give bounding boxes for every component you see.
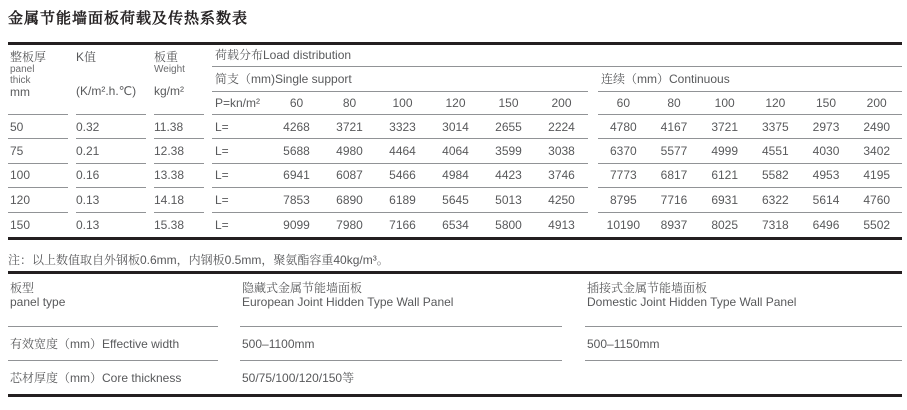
header-panel-thick-en2: thick [10,75,31,86]
footnote: 注：以上数值取自外钢板0.6mm，内钢板0.5mm，聚氨酯容重40kg/m³。 [8,253,389,267]
span-header-row [212,92,902,115]
column-gap [588,139,598,163]
column-gap [204,115,212,139]
cell-panel-thick: 75 [8,139,68,163]
panel-type-row-c1-line: 板型 [10,281,35,295]
header-panel-thick-en1: panel [10,64,35,75]
l-label: L= [215,192,229,207]
span-header-cell: 60 [616,96,631,110]
load-value-cell: 4250 [548,192,575,207]
load-value-cell: 4984 [442,168,469,183]
panel-type-row-c1-line: panel type [10,295,66,309]
load-value-cell: 4195 [863,168,891,183]
continuous-values [598,188,902,212]
load-value-cell: 3375 [762,119,789,134]
table-row [8,188,902,212]
span-header-cell: 60 [289,96,304,110]
load-value-cell: 4980 [336,144,363,159]
load-value-cell: 4030 [812,144,840,159]
load-value-cell: 8937 [660,217,688,232]
load-value-cell: 4464 [389,144,416,159]
effective-width-row-c3 [585,327,902,361]
load-value-cell: 3323 [389,119,416,134]
load-value-cell: 6941 [283,168,310,183]
load-value-cell: 8025 [711,217,739,232]
p-label: P=kn/m² [215,96,261,110]
load-value-cell: 9099 [283,217,310,232]
l-label: L= [215,144,229,159]
load-value-cell: 4423 [495,168,522,183]
span-header-cell: 150 [816,96,837,110]
cell-k-value: 0.32 [76,115,146,139]
column-gap [146,188,154,212]
panel-type-row [8,274,902,327]
single-support-values [212,139,588,163]
column-gap [68,164,76,188]
cell-k-value: 0.13 [76,188,146,212]
panel-type-row-c3 [585,274,902,327]
continuous-values [598,115,902,139]
header-panel-thick-unit: mm [10,85,30,99]
load-value-cell: 6496 [812,217,840,232]
load-value-cell: 4913 [548,217,575,232]
load-value-cell: 6370 [609,144,637,159]
single-support-values [212,213,588,237]
single-support-values [212,164,588,188]
column-gap [562,327,585,361]
load-table-header [8,45,902,115]
continuous-values [598,213,902,237]
continuous-values [598,164,902,188]
effective-width-row-c3-line: 500–1150mm [587,336,660,351]
load-value-cell: 5502 [863,217,891,232]
panel-type-row-c3-line: Domestic Joint Hidden Type Wall Panel [587,295,797,309]
header-k-value-zh: K值 [76,50,97,64]
cell-panel-thick: 50 [8,115,68,139]
panel-type-row-c2-line: European Joint Hidden Type Wall Panel [242,295,454,309]
load-value-cell: 7980 [336,217,363,232]
column-gap [204,164,212,188]
span-header-cell: 80 [342,96,357,110]
column-gap [68,213,76,237]
column-gap [204,139,212,163]
cell-k-value: 0.21 [76,139,146,163]
continuous-label: 连续（mm）Continuous [598,67,902,92]
load-value-cell: 6890 [336,192,363,207]
header-panel-thick [8,45,68,115]
table-row [8,139,902,163]
column-gap [68,115,76,139]
load-value-cell: 5645 [442,192,469,207]
single-support-spans [212,92,588,115]
continuous-values [598,139,902,163]
column-gap [204,45,212,115]
l-label: L= [215,119,229,134]
effective-width-row-c2-line: 500–1100mm [242,336,315,351]
column-gap [588,213,598,237]
cell-panel-thick: 120 [8,188,68,212]
load-table [8,42,902,240]
cell-weight: 12.38 [154,139,204,163]
column-gap [562,361,585,394]
column-gap [146,164,154,188]
column-gap [218,274,240,327]
cell-weight: 13.38 [154,164,204,188]
header-weight-zh: 板重 [154,50,179,64]
support-type-row [212,67,902,92]
load-value-cell: 6322 [762,192,789,207]
load-value-cell: 5688 [283,144,310,159]
load-value-cell: 3721 [336,119,363,134]
core-thickness-row [8,361,902,394]
single-support-label: 简支（mm)Single support [212,67,588,92]
single-support-values [212,188,588,212]
header-panel-thick-zh: 整板厚 [10,50,47,64]
panel-type-table [8,271,902,397]
header-weight-en: Weight [154,64,185,75]
core-thickness-row-c1-line: 芯材厚度（mm）Core thickness [10,370,182,385]
core-thickness-row-c3 [585,361,902,394]
load-value-cell: 6931 [711,192,739,207]
cell-weight: 11.38 [154,115,204,139]
load-value-cell: 2973 [812,119,840,134]
span-header-cell: 120 [765,96,786,110]
column-gap [68,188,76,212]
load-value-cell: 6121 [711,168,739,183]
cell-k-value: 0.16 [76,164,146,188]
load-value-cell: 3038 [548,144,575,159]
effective-width-row [8,327,902,361]
load-value-cell: 4780 [609,119,637,134]
load-value-cell: 4999 [711,144,739,159]
column-gap [218,361,240,394]
column-gap [204,213,212,237]
load-value-cell: 5013 [495,192,522,207]
load-value-cell: 5466 [389,168,416,183]
load-value-cell: 6087 [336,168,363,183]
load-value-cell: 6534 [442,217,469,232]
core-thickness-row-c2-line: 50/75/100/120/150等 [242,370,355,385]
panel-type-row-c3-line: 插接式金属节能墙面板 [587,281,708,295]
single-support-values [212,115,588,139]
l-label: L= [215,168,229,183]
load-value-cell: 6817 [660,168,688,183]
load-value-cell: 7318 [762,217,789,232]
load-value-cell: 6189 [389,192,416,207]
load-value-cell: 4551 [762,144,789,159]
load-value-cell: 3599 [495,144,522,159]
load-value-cell: 2655 [495,119,522,134]
load-value-cell: 4268 [283,119,310,134]
column-gap [204,188,212,212]
load-distribution-title: 荷载分布Load distribution [212,45,902,67]
column-gap [68,139,76,163]
column-gap [68,45,76,115]
load-table-body [8,115,902,237]
load-value-cell: 2224 [548,119,575,134]
span-header-cell: 100 [392,96,413,110]
column-gap [146,115,154,139]
column-gap [562,274,585,327]
core-thickness-row-c2 [240,361,562,394]
table-row [8,164,902,188]
cell-weight: 14.18 [154,188,204,212]
column-gap [146,45,154,115]
panel-type-row-c2-line: 隐藏式金属节能墙面板 [242,281,363,295]
header-weight-unit: kg/m² [154,84,184,98]
span-header-cell: 80 [667,96,681,110]
load-value-cell: 5614 [812,192,840,207]
column-gap [588,115,598,139]
page-title: 金属节能墙面板荷载及传热系数表 [8,10,249,27]
load-value-cell: 7716 [660,192,688,207]
column-gap [218,327,240,361]
column-gap [588,92,598,115]
load-value-cell: 3014 [442,119,469,134]
span-header-cell: 100 [714,96,735,110]
load-value-cell: 2490 [863,119,891,134]
load-value-cell: 5800 [495,217,522,232]
load-value-cell: 3746 [548,168,575,183]
column-gap [588,67,598,92]
header-k-value-unit: (K/m².h.℃) [76,84,137,98]
load-value-cell: 7773 [609,168,637,183]
load-value-cell: 3721 [711,119,739,134]
column-gap [146,139,154,163]
effective-width-row-c2 [240,327,562,361]
span-header-cell: 200 [551,96,572,110]
load-value-cell: 4167 [660,119,688,134]
load-distribution-header [212,45,902,115]
core-thickness-row-c1 [8,361,218,394]
cell-weight: 15.38 [154,217,185,232]
effective-width-row-c1 [8,327,218,361]
column-gap [146,213,154,237]
header-weight [154,45,204,115]
header-k-value [76,45,146,115]
panel-type-row-c1 [8,274,218,327]
table-row [8,115,902,139]
load-value-cell: 10190 [606,217,641,232]
effective-width-row-c1-line: 有效宽度（mm）Effective width [10,336,180,351]
load-value-cell: 8795 [609,192,637,207]
panel-type-row-c2 [240,274,562,327]
load-value-cell: 4064 [442,144,469,159]
continuous-span-values [598,92,902,115]
cell-panel-thick: 150 [10,217,31,232]
load-value-cell: 4953 [812,168,840,183]
load-value-cell: 5577 [660,144,688,159]
load-value-cell: 4760 [863,192,891,207]
span-header-cell: 200 [866,96,887,110]
column-gap [588,188,598,212]
cell-panel-thick: 100 [8,164,68,188]
load-value-cell: 3402 [863,144,891,159]
load-value-cell: 7853 [283,192,310,207]
load-value-cell: 5582 [762,168,789,183]
l-label: L= [215,217,229,232]
cell-k-value: 0.13 [76,217,100,232]
single-span-values [270,96,588,110]
table-row [8,213,902,237]
column-gap [588,164,598,188]
span-header-cell: 150 [498,96,519,110]
load-value-cell: 7166 [389,217,416,232]
span-header-cell: 120 [445,96,466,110]
